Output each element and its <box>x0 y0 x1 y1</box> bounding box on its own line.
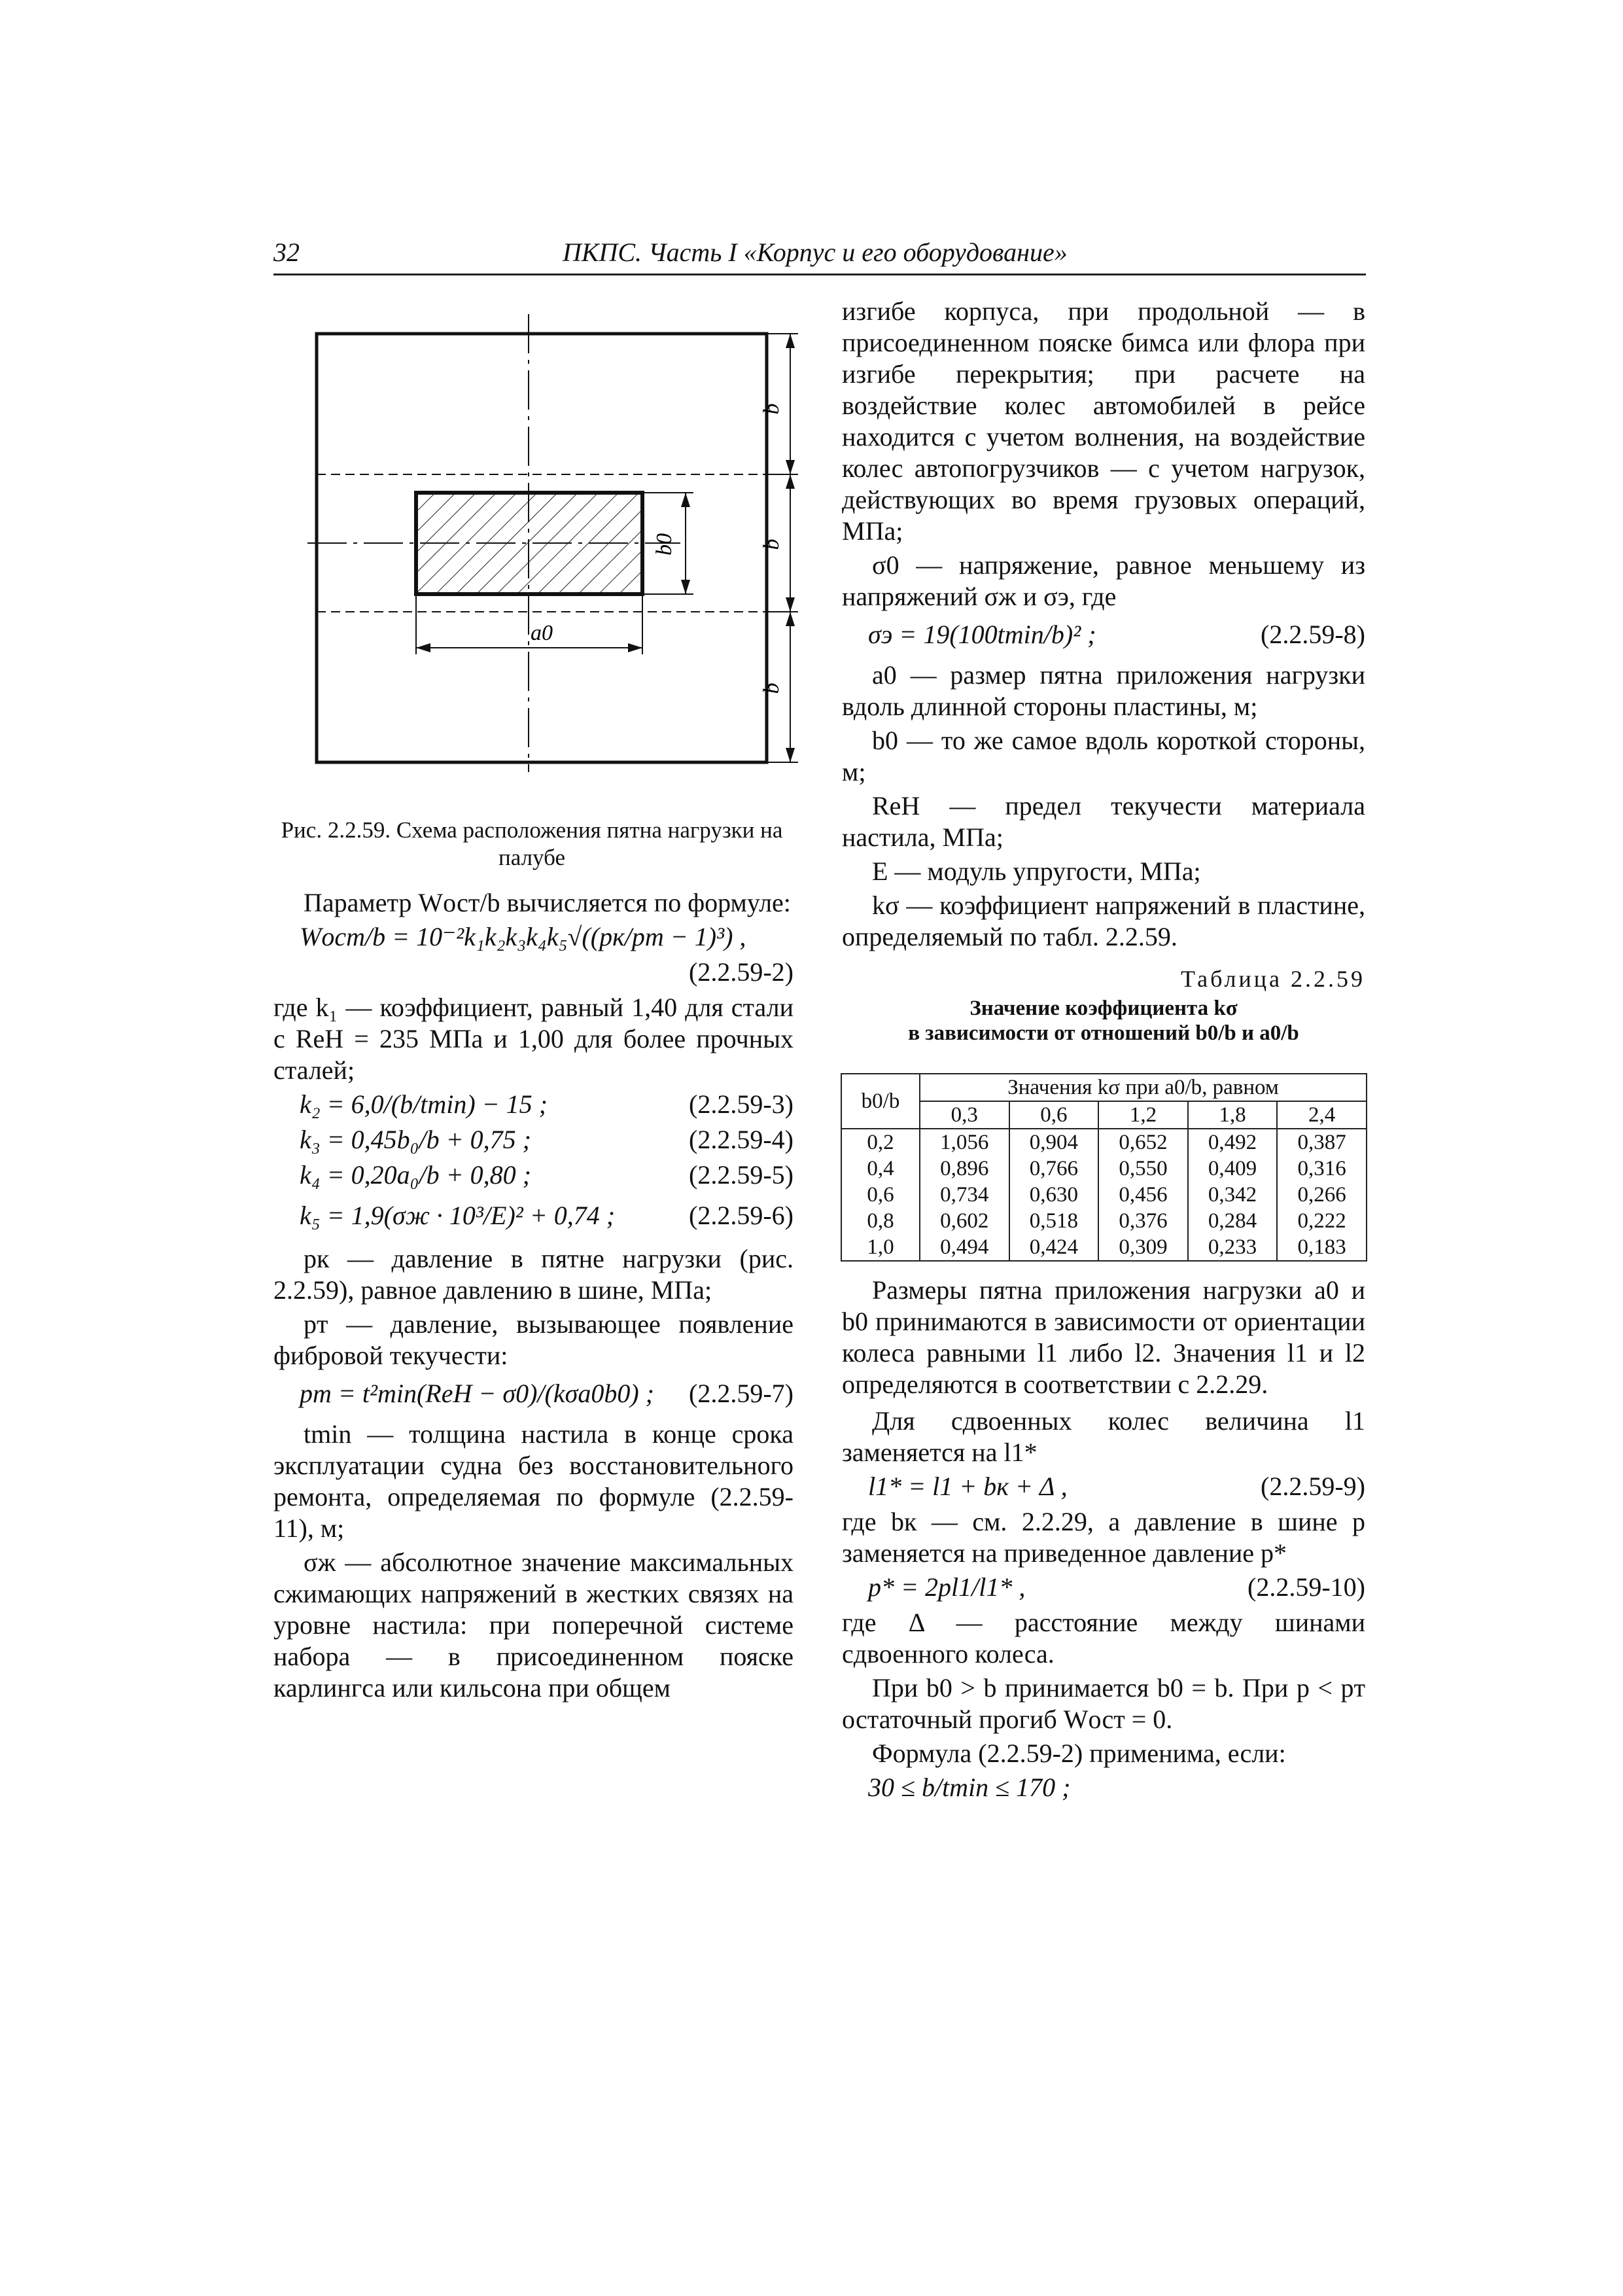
paragraph-sigma0: σ0 — напряжение, равное меньшему из напряжений σж и σэ, где <box>842 550 1365 611</box>
load-patch <box>416 493 642 594</box>
table-column-group-header: Значения kσ при a0/b, равном <box>920 1074 1367 1101</box>
paragraph-sizes: Размеры пятна приложения нагрузки a0 и b0 принимаются в зависимости от ориентации колеса равными l1 либо l2. Значения l1 и l2 определяются в соответствии с 2.2.29. <box>842 1275 1365 1399</box>
equation-9: l1* = l1 + bк + Δ , (2.2.59-9) <box>868 1472 1365 1501</box>
table-row-header: b0/b <box>841 1074 920 1129</box>
paragraph-dual-wheels: Для сдвоенных колес величина l1 заменяется на l1* <box>842 1406 1365 1467</box>
figure-caption: Рис. 2.2.59. Схема расположения пятна нагрузки на палубе <box>281 817 783 870</box>
equation-8: σэ = 19(100tmin/b)² ; (2.2.59-8) <box>868 620 1365 649</box>
table-row: 0,4 0,896 0,766 0,550 0,409 0,316 <box>841 1156 1367 1182</box>
right-column-bottom <box>842 1275 1365 1807</box>
b-label-middle: b <box>759 539 784 550</box>
table-row: 0,8 0,602 0,518 0,376 0,284 0,222 <box>841 1208 1367 1234</box>
table-column-header: 0,3 <box>920 1101 1009 1129</box>
equation-number: (2.2.59-2) <box>689 957 794 987</box>
paragraph-pk: pк — давление в пятне нагрузки (рис. 2.2.59), равное давлению в шине, МПа; <box>273 1244 794 1305</box>
table-column-header: 0,6 <box>1009 1101 1099 1129</box>
page-number: 32 <box>273 238 300 267</box>
equation-11: 30 ≤ b/tmin ≤ 170 ; <box>868 1773 1071 1802</box>
paragraph-a0: a0 — размер пятна приложения нагрузки вдоль длинной стороны пластины, м; <box>842 660 1365 721</box>
paragraph-delta: где Δ — расстояние между шинами сдвоенного колеса. <box>842 1608 1365 1669</box>
left-column <box>273 887 794 1706</box>
equation-7: pт = t²min(ReH − σ0)/(kσa0b0) ; (2.2.59-7) <box>300 1379 794 1408</box>
table-column-header: 2,4 <box>1277 1101 1367 1129</box>
paragraph-pt: pт — давление, вызывающее появление фибровой текучести: <box>273 1309 794 1370</box>
equation-3: k₂ = 6,0/(b/tmin) − 15 ; (2.2.59-3) <box>300 1089 794 1119</box>
ksigma-table <box>841 1073 1367 1262</box>
page-header <box>273 233 1366 275</box>
paragraph-continued: изгибе корпуса, при продольной — в присоединенном пояске бимса или флора при изгибе перекрытия; при расчете на воздействие колес автомобилей в рейсе находится с учетом волнения, на воздействие колес автопогрузчиков — с учетом нагрузок, действующих во время грузовых операций, МПа; <box>842 296 1365 546</box>
b-label-bottom: b <box>759 682 784 694</box>
paragraph-reh: ReH — предел текучести материала настила, МПа; <box>842 791 1365 852</box>
right-column-top <box>842 296 1365 955</box>
paragraph-formula-applicable: Формула (2.2.59-2) применима, если: <box>872 1739 1286 1768</box>
table-row: 1,0 0,494 0,424 0,309 0,233 0,183 <box>841 1234 1367 1261</box>
table-label: Таблица 2.2.59 <box>1181 966 1365 992</box>
equation-4: k₃ = 0,45b₀/b + 0,75 ; (2.2.59-4) <box>300 1125 794 1154</box>
equation-2-number-row <box>273 957 794 992</box>
equation-5: k₄ = 0,20a₀/b + 0,80 ; (2.2.59-5) <box>300 1160 794 1190</box>
equation-2: Wост/b = 10⁻²k₁k₂k₃k₄k₅√((pк/pт − 1)³) , <box>300 922 746 951</box>
paragraph-tmin: tmin — толщина настила в конце срока эксплуатации судна без восстановительного ремонта, определяемая по формуле (2.2.59-11), м; <box>273 1419 794 1543</box>
a0-label: a0 <box>531 621 553 645</box>
paragraph-b0: b0 — то же самое вдоль короткой стороны, м; <box>842 726 1365 786</box>
table-row: 0,6 0,734 0,630 0,456 0,342 0,266 <box>841 1182 1367 1208</box>
table-title-line-1: Значение коэффициента kσ <box>969 997 1238 1020</box>
paragraph-sigma-zh: σж — абсолютное значение максимальных сжимающих напряжений в жестких связях на уровне настила: при поперечной системе набора — в присоединенном пояске карлингса или кильсона при общем <box>273 1547 794 1703</box>
equation-6: k₅ = 1,9(σж · 10³/E)² + 0,74 ; (2.2.59-6) <box>300 1201 794 1230</box>
paragraph-bk: где bк — см. 2.2.29, а давление в шине p заменяется на приведенное давление p* <box>842 1507 1365 1568</box>
paragraph-e: E — модуль упругости, МПа; <box>872 857 1201 886</box>
table-title-line-2: в зависимости от отношений b0/b и a0/b <box>908 1021 1299 1045</box>
running-title: ПКПС. Часть I «Корпус и его оборудование» <box>563 238 1068 267</box>
table-row: 0,2 1,056 0,904 0,652 0,492 0,387 <box>841 1129 1367 1156</box>
b0-label: b0 <box>652 533 676 556</box>
paragraph-ksigma: kσ — коэффициент напряжений в пластине, определяемый по табл. 2.2.59. <box>842 891 1365 951</box>
table-title <box>842 996 1365 1046</box>
paragraph-b0-b: При b0 > b принимается b0 = b. При p < pт остаточный прогиб Wост = 0. <box>842 1673 1365 1734</box>
table-column-header: 1,2 <box>1098 1101 1188 1129</box>
paragraph-k1: где k₁ — коэффициент, равный 1,40 для стали с ReH = 235 МПа и 1,00 для более прочных сталей; <box>273 993 794 1085</box>
paragraph-param: Параметр Wост/b вычисляется по формуле: <box>304 888 791 917</box>
table-column-header: 1,8 <box>1188 1101 1278 1129</box>
b-label-top: b <box>759 403 784 415</box>
equation-10: p* = 2pl1/l1* , (2.2.59-10) <box>868 1572 1365 1602</box>
load-patch-diagram <box>288 314 798 798</box>
